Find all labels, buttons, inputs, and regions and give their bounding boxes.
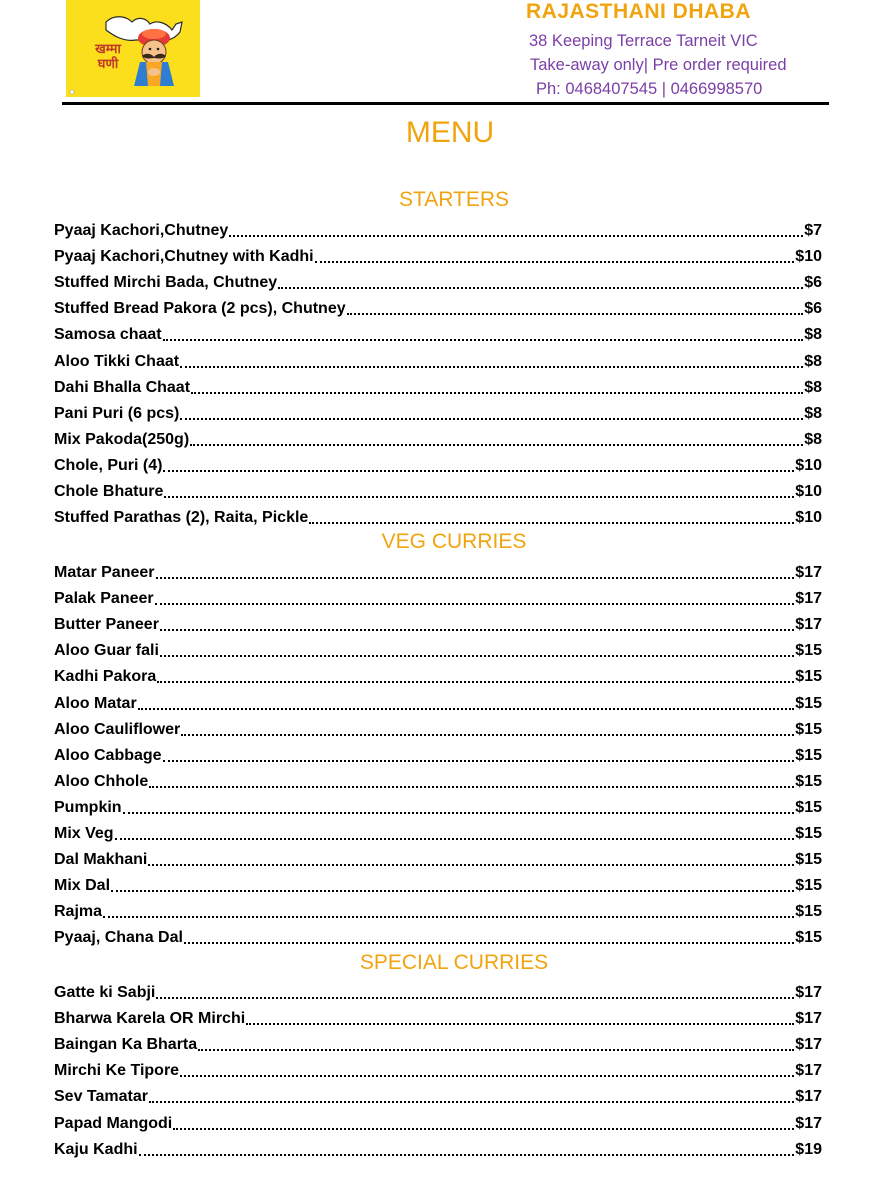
menu-item (54, 1033, 822, 1055)
dot-leader (309, 522, 794, 524)
dot-leader (347, 313, 804, 315)
dot-leader (163, 470, 794, 472)
menu-item (54, 376, 822, 398)
item-name: Chole Bhature (54, 483, 164, 500)
menu-item (54, 822, 822, 844)
menu-item (54, 297, 822, 319)
menu-item (54, 718, 822, 740)
item-name: Baingan Ka Bharta (54, 1036, 198, 1054)
dot-leader (156, 997, 794, 999)
dot-leader (184, 942, 794, 944)
item-name: Mix Veg (54, 825, 114, 842)
menu-item (54, 981, 822, 1003)
menu-item (54, 506, 822, 528)
dot-leader (163, 339, 804, 341)
menu-item (54, 245, 822, 267)
menu-title: MENU (405, 116, 495, 149)
menu-item (54, 1138, 822, 1160)
item-name: Aloo Chhole (54, 772, 149, 790)
menu-item (54, 692, 822, 714)
item-name: Bharwa Karela OR Mirchi (54, 1010, 246, 1028)
restaurant-logo (66, 0, 200, 97)
dot-leader (138, 708, 795, 710)
item-price: $17 (795, 590, 822, 608)
item-name: Stuffed Parathas (2), Raita, Pickle (54, 509, 309, 527)
item-price: $7 (804, 222, 822, 239)
section-title: STARTERS (398, 188, 510, 211)
item-price: $15 (795, 720, 822, 738)
item-name: Sev Tamatar (54, 1088, 148, 1106)
dot-leader (160, 655, 794, 657)
item-price: $10 (795, 248, 822, 266)
phone-numbers: Ph: 0468407545 | 0466998570 (536, 80, 763, 98)
item-price: $15 (795, 903, 822, 921)
item-name: Mirchi Ke Tipore (54, 1062, 180, 1080)
item-price: $6 (804, 274, 822, 292)
item-name: Kaju Kadhi (54, 1140, 138, 1158)
item-price: $17 (795, 984, 822, 1001)
item-price: $15 (795, 877, 822, 895)
item-name: Rajma (54, 903, 103, 921)
dot-leader (190, 444, 803, 446)
item-price: $8 (804, 378, 822, 396)
item-price: $15 (795, 746, 822, 764)
item-price: $17 (795, 616, 822, 634)
dot-leader (173, 1128, 794, 1130)
menu-item (54, 1007, 822, 1029)
item-name: Stuffed Bread Pakora (2 pcs), Chutney (54, 300, 346, 318)
item-price: $17 (795, 1062, 822, 1080)
header-divider (62, 102, 829, 105)
menu-item (54, 900, 822, 922)
menu-item (54, 428, 822, 450)
dot-leader (278, 287, 803, 289)
dot-leader (149, 786, 794, 788)
dot-leader (315, 261, 795, 263)
item-price: $8 (804, 326, 822, 344)
menu-item (54, 848, 822, 870)
item-name: Aloo Tikki Chaat (54, 352, 180, 370)
item-price: $19 (795, 1140, 822, 1158)
item-name: Kadhi Pakora (54, 668, 157, 686)
item-name: Aloo Matar (54, 694, 137, 712)
item-name: Dahi Bhalla Chaat (54, 378, 191, 396)
item-price: $10 (795, 509, 822, 527)
menu-item (54, 1059, 822, 1081)
menu-item (54, 926, 822, 948)
item-price: $15 (795, 772, 822, 790)
dot-leader (157, 681, 794, 683)
item-price: $15 (795, 642, 822, 660)
item-name: Aloo Cauliflower (54, 720, 181, 738)
menu-item (54, 639, 822, 661)
dot-leader (181, 734, 794, 736)
item-price: $10 (795, 483, 822, 500)
logo-text: खम्मा घणी (95, 42, 121, 72)
menu-item (54, 665, 822, 687)
menu-item (54, 402, 822, 424)
item-price: $8 (804, 430, 822, 448)
dot-leader (164, 496, 794, 498)
menu-item (54, 1085, 822, 1107)
item-price: $10 (795, 456, 822, 474)
item-price: $6 (804, 300, 822, 318)
item-price: $8 (804, 404, 822, 422)
dot-leader (156, 577, 795, 579)
item-price: $15 (795, 668, 822, 686)
menu-item (54, 796, 822, 818)
item-name: Aloo Cabbage (54, 746, 162, 764)
item-price: $15 (795, 929, 822, 947)
item-name: Mix Dal (54, 877, 111, 895)
item-name: Gatte ki Sabji (54, 984, 156, 1001)
item-price: $15 (795, 825, 822, 842)
item-name: Pyaaj Kachori,Chutney with Kadhi (54, 248, 314, 266)
dot-leader (180, 366, 803, 368)
item-name: Palak Paneer (54, 590, 154, 608)
dot-leader (149, 1101, 794, 1103)
item-name: Pumpkin (54, 798, 122, 816)
item-name: Mix Pakoda(250g) (54, 430, 190, 448)
dot-leader (139, 1154, 795, 1156)
menu-item (54, 613, 822, 635)
section-title: VEG CURRIES (381, 530, 527, 553)
dot-leader (198, 1049, 794, 1051)
item-price: $17 (795, 1036, 822, 1054)
business-name: RAJASTHANI DHABA (526, 0, 752, 23)
business-address: 38 Keeping Terrace Tarneit VIC (529, 32, 758, 50)
item-price: $17 (795, 564, 822, 581)
item-name: Aloo Guar fali (54, 642, 159, 660)
menu-item (54, 770, 822, 792)
item-price: $15 (795, 694, 822, 712)
menu-item (54, 271, 822, 293)
menu-item (54, 219, 822, 241)
dot-leader (191, 392, 803, 394)
item-name: Dal Makhani (54, 851, 148, 869)
dot-leader (160, 629, 794, 631)
menu-item (54, 561, 822, 583)
item-price: $17 (795, 1088, 822, 1106)
dot-leader (148, 864, 794, 866)
dot-leader (155, 603, 795, 605)
item-price: $17 (795, 1114, 822, 1132)
item-name: Samosa chaat (54, 326, 162, 344)
menu-item (54, 1112, 822, 1134)
item-name: Stuffed Mirchi Bada, Chutney (54, 274, 278, 292)
item-name: Pani Puri (6 pcs) (54, 404, 180, 422)
dot-leader (123, 812, 795, 814)
dot-leader (163, 760, 795, 762)
menu-item (54, 480, 822, 502)
section-title: SPECIAL CURRIES (359, 951, 549, 974)
dot-leader (103, 916, 794, 918)
dot-leader (246, 1023, 794, 1025)
menu-item (54, 323, 822, 345)
item-price: $8 (804, 352, 822, 370)
item-price: $15 (795, 851, 822, 869)
dot-leader (180, 1075, 794, 1077)
item-name: Butter Paneer (54, 616, 159, 634)
dot-leader (111, 890, 794, 892)
item-name: Pyaaj, Chana Dal (54, 929, 183, 947)
order-note: Take-away only| Pre order required (530, 56, 787, 74)
item-price: $17 (795, 1010, 822, 1028)
item-name: Chole, Puri (4) (54, 456, 163, 474)
menu-item (54, 874, 822, 896)
item-name: Papad Mangodi (54, 1114, 173, 1132)
menu-item (54, 744, 822, 766)
menu-item (54, 587, 822, 609)
item-name: Pyaaj Kachori,Chutney (54, 222, 229, 239)
menu-item (54, 454, 822, 476)
item-price: $15 (795, 798, 822, 816)
dot-leader (229, 235, 803, 237)
menu-item (54, 350, 822, 372)
dot-leader (180, 418, 803, 420)
dot-leader (115, 838, 795, 840)
item-name: Matar Paneer (54, 564, 155, 581)
